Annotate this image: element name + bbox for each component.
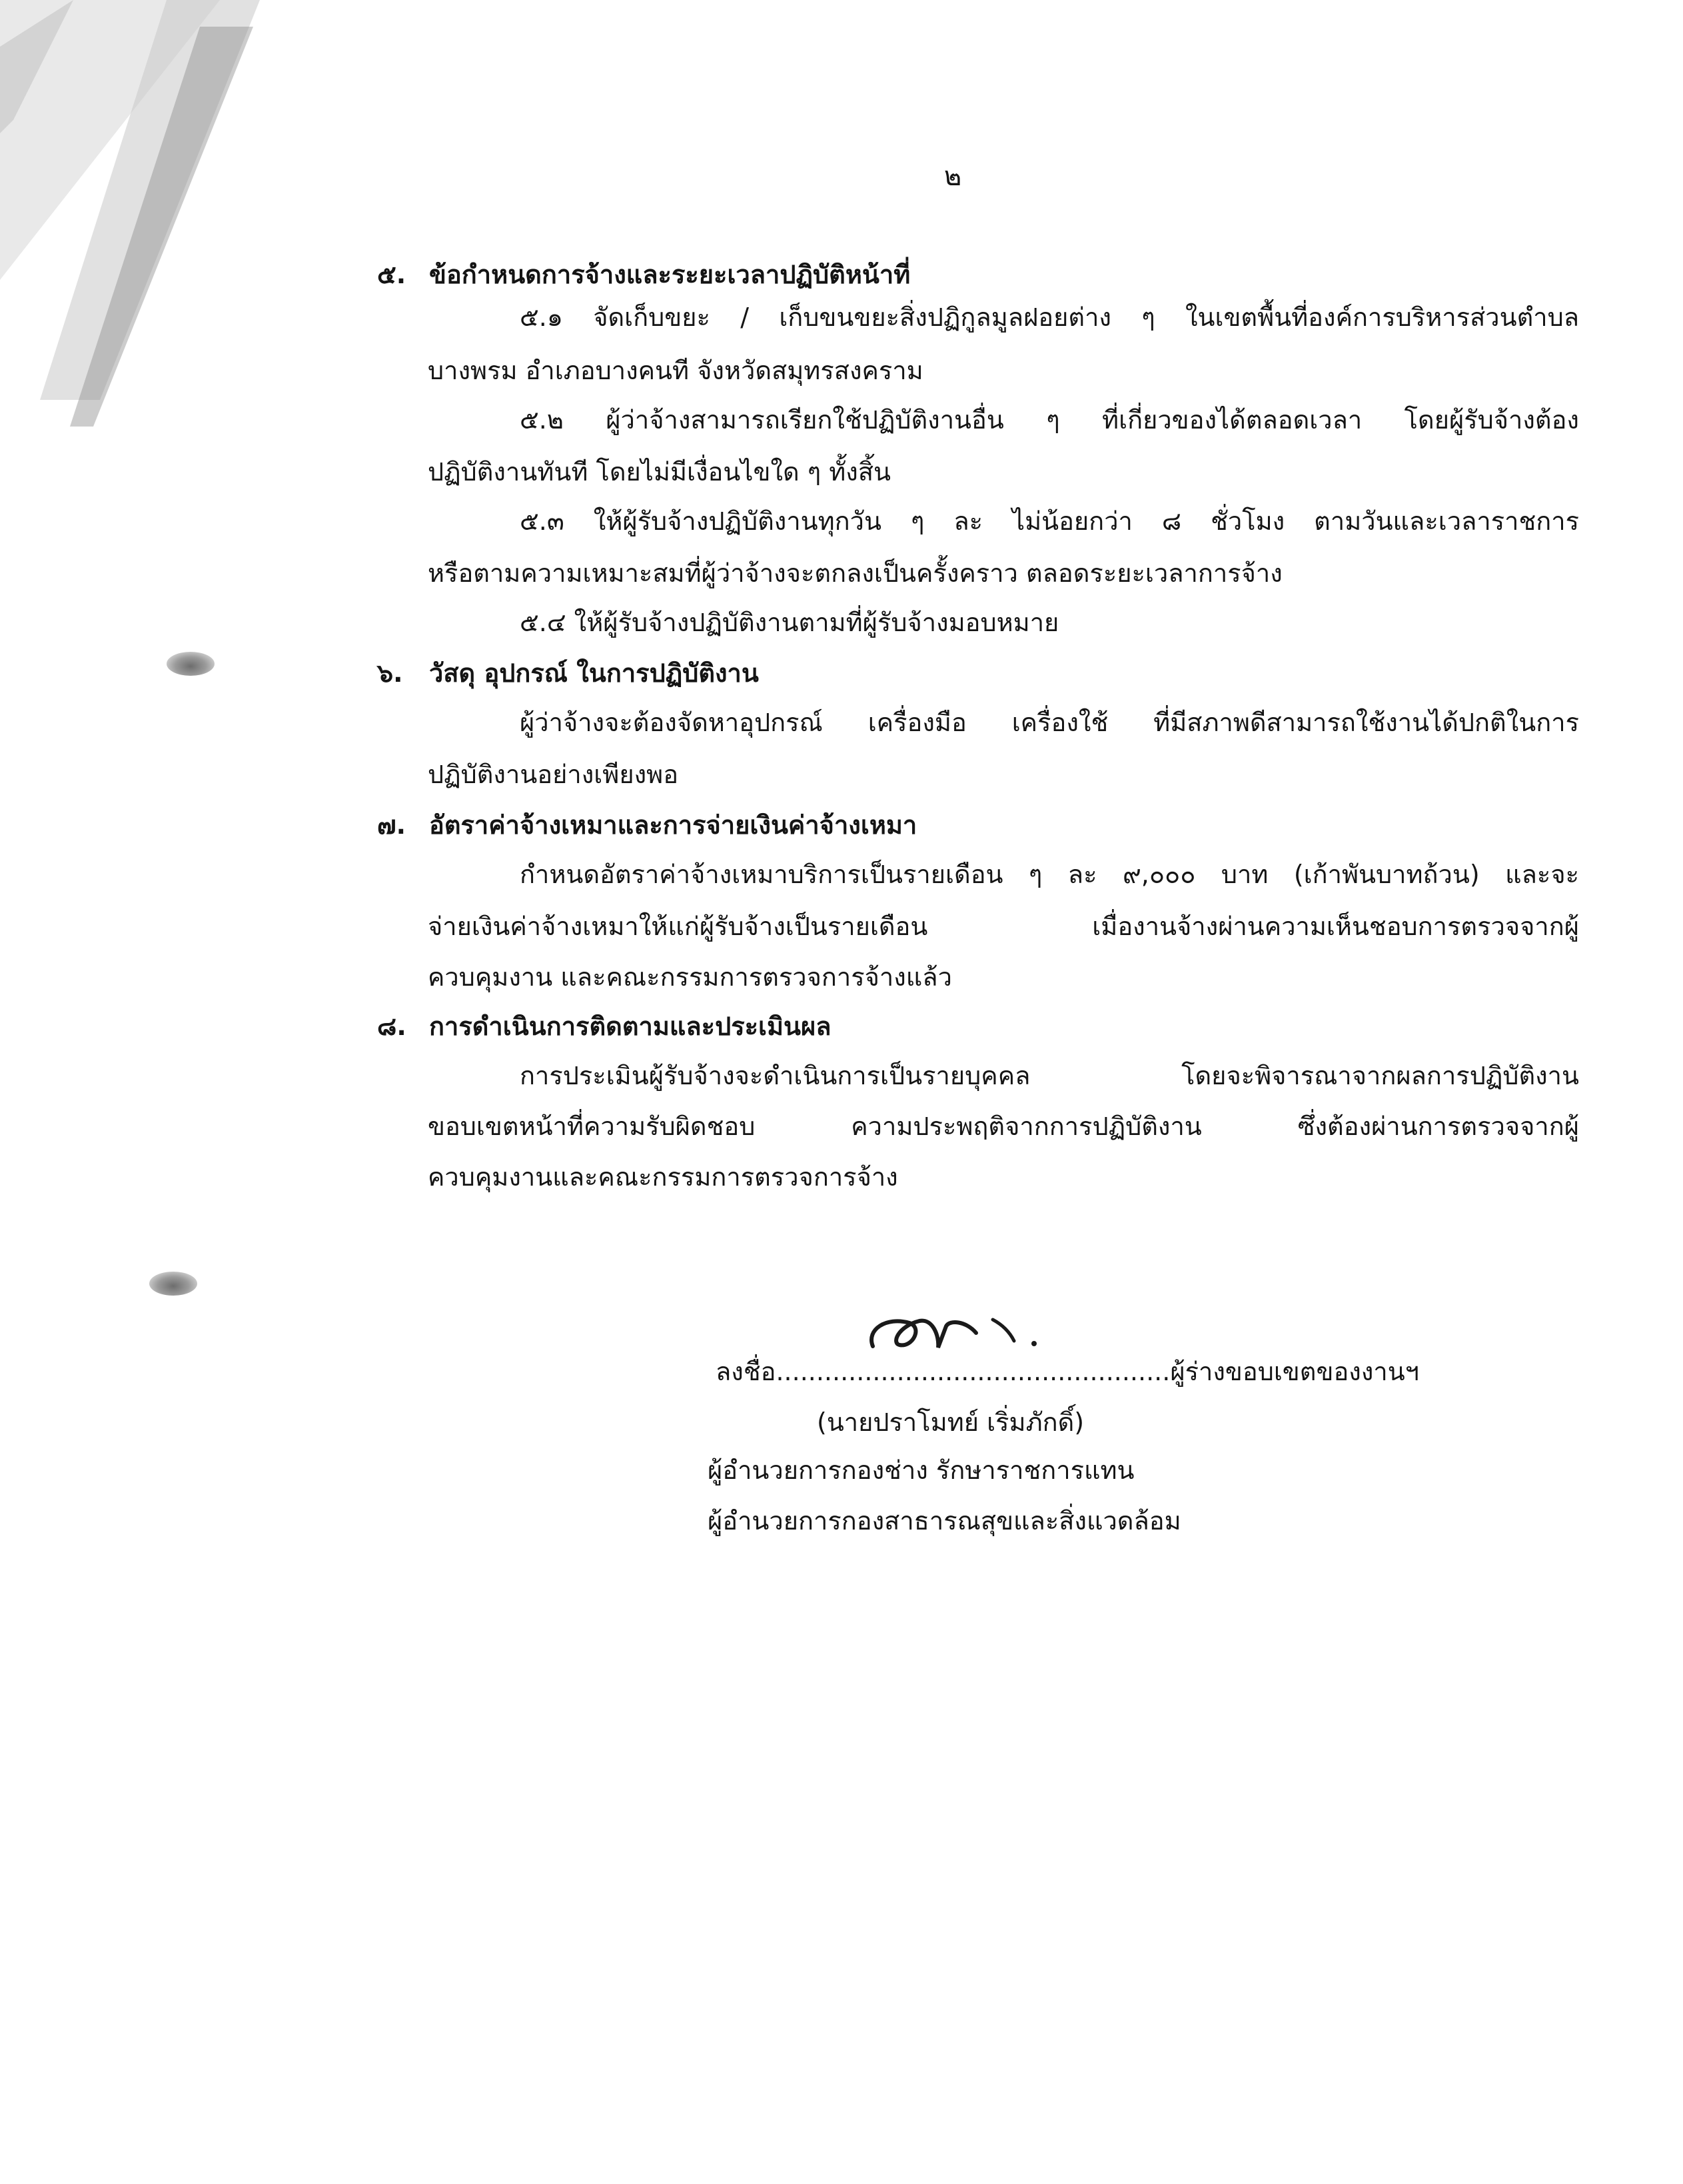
paragraph-line: ปฏิบัติงานทันที โดยไม่มีเงื่อนไขใด ๆ ทั้งสิ้น (428, 457, 891, 487)
section-5-heading (377, 257, 910, 292)
signer-position: ผู้อำนวยการกองสาธารณสุขและสิ่งแวดล้อม (708, 1506, 1181, 1536)
handwritten-signature (859, 1306, 1059, 1360)
paragraph-line: ๕.๒ ผู้ว่าจ้างสามารถเรียกใช้ปฏิบัติงานอื่น ๆ ที่เกี่ยวของได้ตลอดเวลา โดยผู้รับจ้างต้อง (520, 405, 1579, 435)
section-title: อัตราค่าจ้างเหมาและการจ่ายเงินค่าจ้างเหมา (429, 810, 917, 840)
paragraph-line: ปฏิบัติงานอย่างเพียงพอ (428, 760, 679, 789)
section-title: ข้อกำหนดการจ้างและระยะเวลาปฏิบัติหน้าที่ (429, 260, 911, 289)
section-title: วัสดุ อุปกรณ์ ในการปฏิบัติงาน (429, 658, 759, 688)
paragraph-line: จ่ายเงินค่าจ้างเหมาให้แก่ผู้รับจ้างเป็นรายเดือน เมื่องานจ้างผ่านความเห็นชอบการตรวจจากผู้ (428, 912, 1579, 941)
paragraph-line: ขอบเขตหน้าที่ความรับผิดชอบ ความประพฤติจากการปฏิบัติงาน ซึ่งต้องผ่านการตรวจจากผู้ (428, 1112, 1579, 1141)
paragraph-line: ควบคุมงาน และคณะกรรมการตรวจการจ้างแล้ว (428, 962, 952, 992)
punch-hole-top (167, 652, 215, 676)
paragraph-line: กำหนดอัตราค่าจ้างเหมาบริการเป็นรายเดือน ๆ ละ ๙,๐๐๐ บาท (เก้าพันบาทถ้วน) และจะ (520, 860, 1579, 889)
paragraph-line: ควบคุมงานและคณะกรรมการตรวจการจ้าง (428, 1162, 898, 1192)
paragraph-line: หรือตามความเหมาะสมที่ผู้ว่าจ้างจะตกลงเป็นครั้งคราว ตลอดระยะเวลาการจ้าง (428, 558, 1283, 588)
signature-line: ลงชื่อ.................................................ผู้ร่างขอบเขตของงานฯ (716, 1357, 1420, 1386)
section-number: ๖. (377, 658, 403, 688)
section-number: ๘. (377, 1012, 406, 1041)
section-8-heading (377, 1009, 832, 1044)
paragraph-line: บางพรม อำเภอบางคนที จังหวัดสมุทรสงคราม (428, 356, 923, 385)
punch-hole-bottom (149, 1272, 197, 1296)
section-6-heading (377, 656, 759, 690)
paragraph-line: ๕.๓ ให้ผู้รับจ้างปฏิบัติงานทุกวัน ๆ ละ ไม่น้อยกว่า ๘ ชั่วโมง ตามวันและเวลาราชการ (520, 507, 1579, 536)
signer-name: (นายปราโมทย์ เริ่มภักดิ์) (817, 1408, 1085, 1437)
page-number: ๒ (943, 161, 962, 192)
section-number: ๗. (377, 810, 406, 840)
signer-position: ผู้อำนวยการกองช่าง รักษาราชการแทน (708, 1456, 1135, 1485)
paragraph-line: ๕.๔ ให้ผู้รับจ้างปฏิบัติงานตามที่ผู้รับจ้างมอบหมาย (520, 608, 1059, 637)
section-title: การดำเนินการติดตามและประเมินผล (429, 1012, 832, 1041)
paragraph-line: การประเมินผู้รับจ้างจะดำเนินการเป็นรายบุคคล โดยจะพิจารณาจากผลการปฏิบัติงาน (520, 1061, 1579, 1090)
section-7-heading (377, 808, 917, 842)
paragraph-line: ผู้ว่าจ้างจะต้องจัดหาอุปกรณ์ เครื่องมือ เครื่องใช้ ที่มีสภาพดีสามารถใช้งานได้ปกติในการ (520, 708, 1579, 737)
paragraph-line: ๕.๑ จัดเก็บขยะ / เก็บขนขยะสิ่งปฏิกูลมูลฝอยต่าง ๆ ในเขตพื้นที่องค์การบริหารส่วนตำบล (520, 303, 1579, 332)
section-number: ๕. (377, 260, 406, 289)
